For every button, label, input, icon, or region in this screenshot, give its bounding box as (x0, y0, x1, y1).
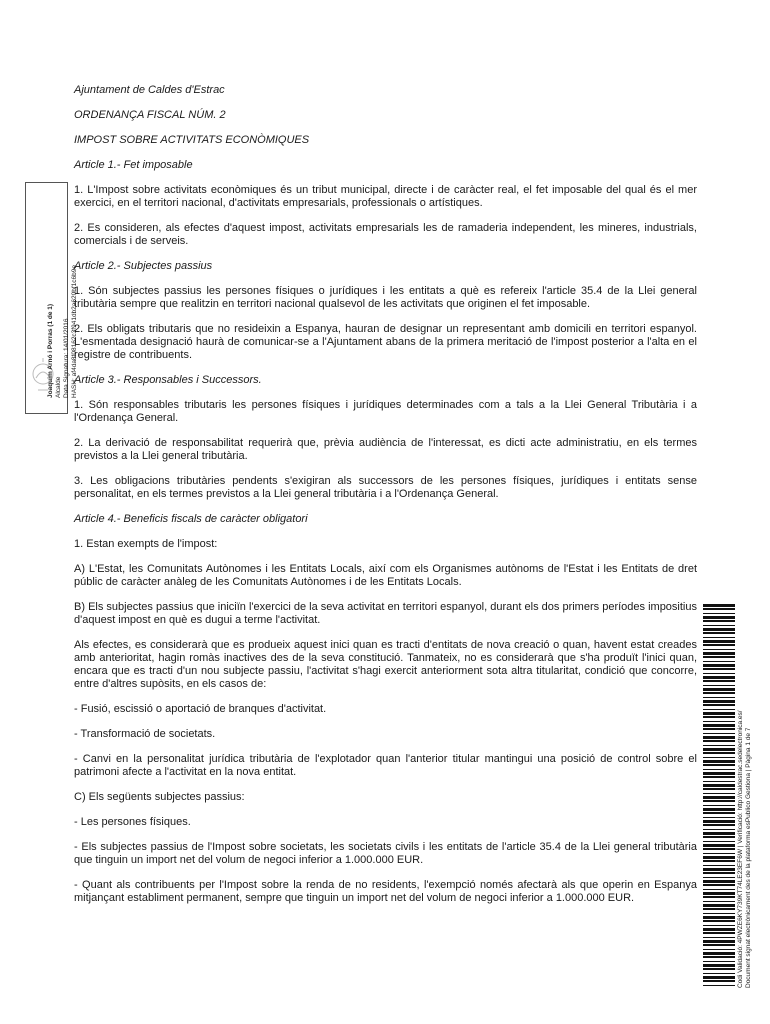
article-3-paragraph: 3. Les obligacions tributàries pendents s'exigiran als successors de les persones físiques, jurídiques i entitats sense personalitat, en els termes previstos a la Llei general tributària i a l'Ordenança General. (74, 475, 697, 500)
signature-date: Data Signatura: 14/01/2016 (63, 318, 70, 398)
signer-name: Joaquim Arnó i Porras (1 de 1) (47, 303, 54, 398)
article-3-heading: Article 3.- Responsables i Successors. (74, 374, 262, 386)
tax-title: IMPOST SOBRE ACTIVITATS ECONÒMIQUES (74, 134, 310, 146)
article-4-paragraph: Als efectes, es considerarà que es produeix aquest inici quan es tracti d'entitats de nova creació o quan, havent estat creades amb anterioritat, hagin romàs inactives des de la seva constitució. Tanmateix, no es considerarà que s'ha produït l'inici quan, encara que es tracti d'un nou subjecte passiu, l'activitat s'hagi exercit anteriorment sota altra titularitat, condició que concorre, entre d'altres supòsits, en els casos de: (74, 639, 697, 690)
barcode (703, 604, 735, 988)
list-item: - Els subjectes passius de l'Impost sobre societats, les societats civils i les entitats de l'article 35.4 de la Llei general tributària que tinguin un import net del volum de negoci inferior a 1.000.000 EUR. (74, 841, 697, 866)
article-4-paragraph: A) L'Estat, les Comunitats Autònomes i les Entitats Locals, així com els Organismes autònoms de l'Estat i les Entitats de dret públic de caràcter anàleg de les Comunitats Autònomes i de les Entitats Locals. (74, 563, 697, 588)
article-2-paragraph: 2. Els obligats tributaris que no resideixin a Espanya, hauran de designar un representant amb domicili en territori espanyol. L'esmentada designació haurà de comunicar-se a l'Ajuntament abans de la primera meritació de l'impost posterior a l'alta en el registre de contribuents. (74, 323, 697, 361)
document-body (74, 84, 697, 917)
article-3-paragraph: 1. Són responsables tributaris les persones físiques i jurídiques determinades com a tals a la Llei General Tributària i a l'Ordenança General. (74, 399, 697, 424)
list-item: - Fusió, escissió o aportació de branques d'activitat. (74, 703, 327, 715)
list-item: - Quant als contribuents per l'Impost sobre la renda de no residents, l'exempció només afectarà als que operin en Espanya mitjançant establiment permanent, sempre que tinguin un import net del volum de negoci inferior a 1.000.000 EUR. (74, 879, 697, 904)
platform-note: Document signat electrònicament des de la plataforma esPublico Gestiona | Pàgina 1 de 7 (745, 727, 752, 988)
article-4-paragraph: B) Els subjectes passius que iniciïn l'exercici de la seva activitat en territori espanyol, durant els dos primers períodes impositius d'aquest impost en què es dugui a terme l'activitat. (74, 601, 697, 626)
signature-hash: HASH: af4da8f08162c3f941db2a620bf1c6b9e (71, 265, 78, 398)
article-4-paragraph: 1. Estan exempts de l'impost: (74, 538, 218, 550)
article-3-paragraph: 2. La derivació de responsabilitat requerirà que, prèvia audiència de l'interessat, es dicti acte administratiu, en els termes previstos a la Llei general tributària. (74, 437, 697, 462)
article-2-heading: Article 2.- Subjectes passius (74, 260, 213, 272)
article-4-heading: Article 4.- Beneficis fiscals de caràcter obligatori (74, 513, 308, 525)
article-4-paragraph: C) Els següents subjectes passius: (74, 791, 245, 803)
ordinance-number: ORDENANÇA FISCAL NÚM. 2 (74, 109, 226, 121)
article-1-paragraph: 1. L'Impost sobre activitats econòmiques és un tribut municipal, directe i de caràcter real, el fet imposable del qual és el mer exercici, en el territori nacional, d'activitats empresarials, professionals o artístiques. (74, 184, 697, 209)
list-item: - Les persones físiques. (74, 816, 191, 828)
article-2-paragraph: 1. Són subjectes passius les persones físiques o jurídiques i les entitats a què es refereix l'article 35.4 de la Llei general tributària sempre que realitzin en territori nacional qualsevol de les activitats que originen el fet imposable. (74, 285, 697, 310)
article-1-paragraph: 2. Es consideren, als efectes d'aquest impost, activitats empresarials les de ramaderia independent, les mineres, industrials, comercials i de serveis. (74, 222, 697, 247)
list-item: - Transformació de societats. (74, 728, 216, 740)
validation-block (737, 668, 753, 988)
municipality-name: Ajuntament de Caldes d'Estrac (74, 84, 225, 96)
list-item: - Canvi en la personalitat jurídica tributària de l'explotador quan l'anterior titular mantingui una posició de control sobre el patrimoni afecte a l'activitat en la nova entitat. (74, 753, 697, 778)
signer-role: Alcalde (55, 376, 62, 398)
validation-code: Codi Validació: 4PWZE6KY739KT74LE23EF6W | Verificació: http://caldestrac.sedelectronica.es/ (737, 710, 744, 988)
signature-block (47, 218, 79, 398)
article-1-heading: Article 1.- Fet imposable (74, 159, 193, 171)
